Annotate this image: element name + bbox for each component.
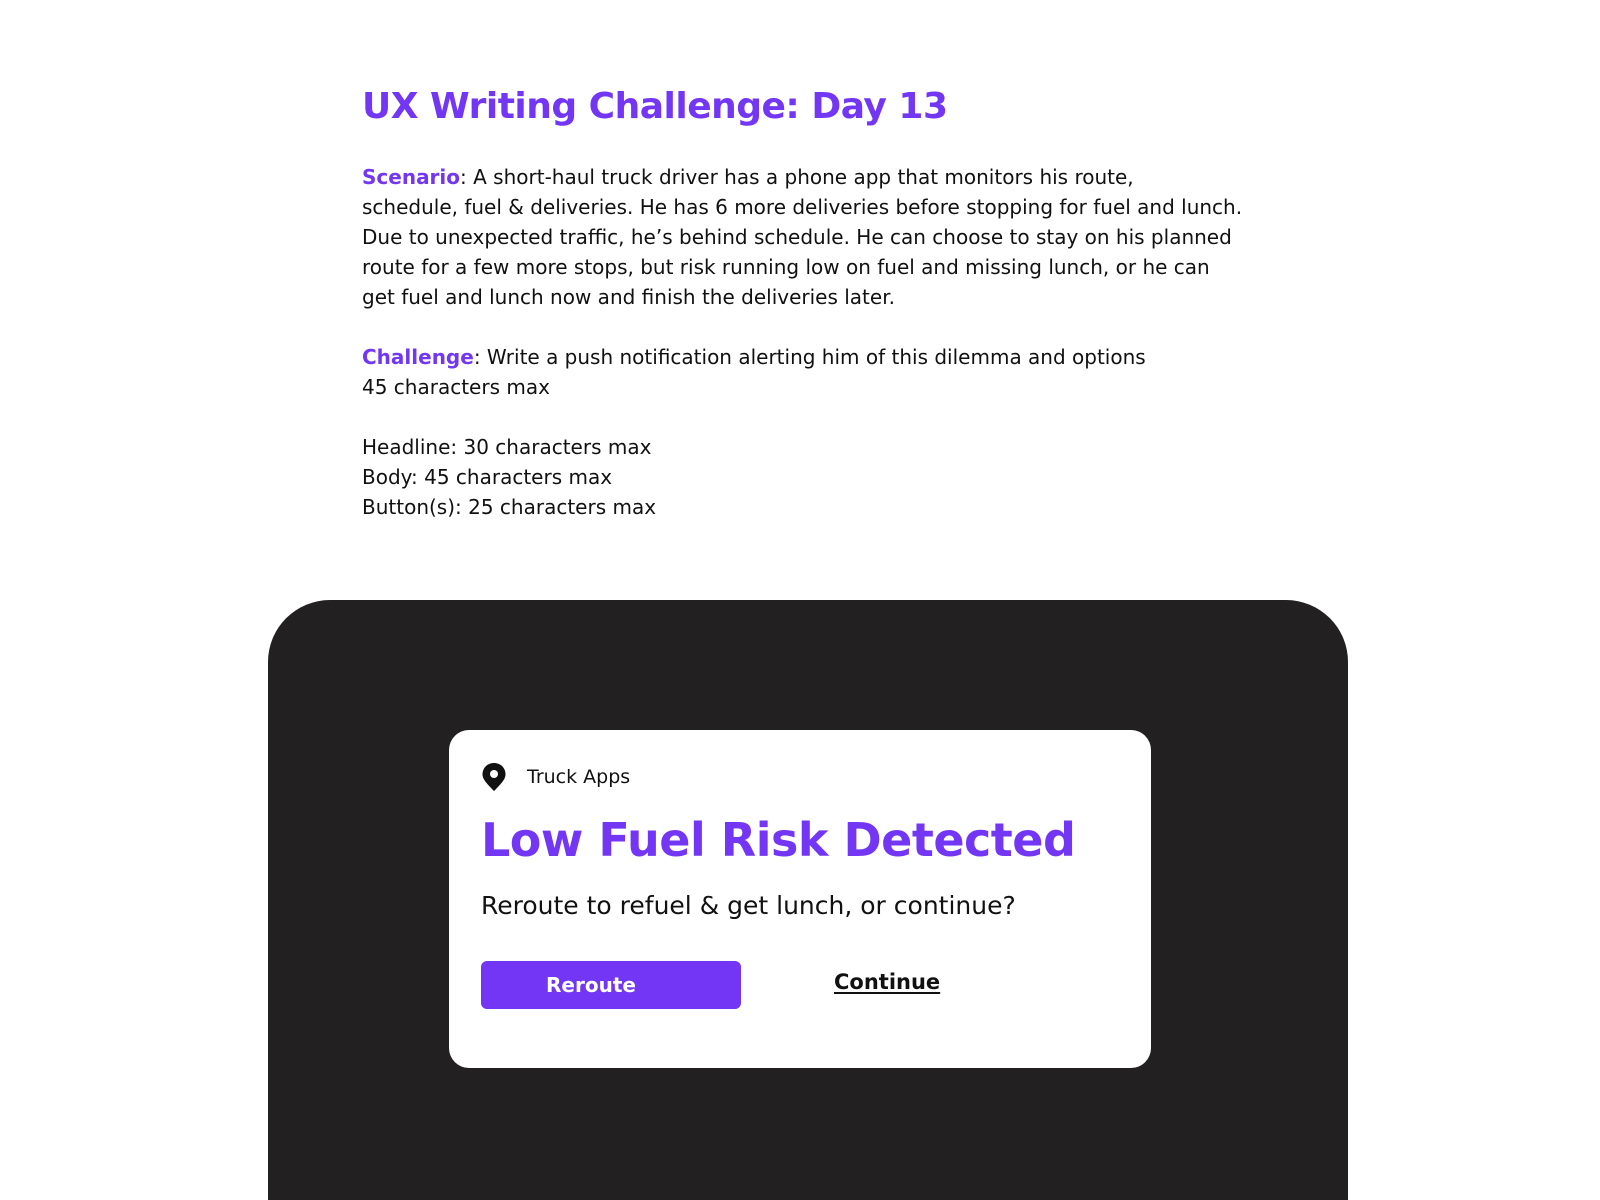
scenario-line-3: Due to unexpected traffic, he’s behind schedule. He can choose to stay on his planned [362, 225, 1232, 249]
scenario-line-1 [362, 162, 1262, 192]
scenario-text-1: : A short-haul truck driver has a phone app that monitors his route, [460, 165, 1134, 189]
scenario-line-2: schedule, fuel & deliveries. He has 6 more deliveries before stopping for fuel and lunch. [362, 195, 1243, 219]
scenario-line-4: route for a few more stops, but risk running low on fuel and missing lunch, or he can [362, 255, 1210, 279]
scenario-line-5: get fuel and lunch now and finish the deliveries later. [362, 285, 895, 309]
challenge-limit: 45 characters max [362, 375, 550, 399]
challenge-brief [362, 82, 1262, 522]
constraint-body: Body: 45 characters max [362, 465, 613, 489]
page-title: UX Writing Challenge: Day 13 [362, 86, 948, 127]
location-pin-icon [481, 762, 507, 792]
challenge-text: : Write a push notification alerting him of this dilemma and options [473, 345, 1146, 369]
push-notification-card[interactable] [449, 730, 1151, 1068]
challenge-line [362, 342, 1262, 372]
location-pin-icon-svg [481, 762, 507, 792]
reroute-button[interactable]: Reroute [481, 961, 741, 1009]
constraint-headline: Headline: 30 characters max [362, 435, 652, 459]
challenge-label: Challenge [362, 345, 474, 369]
notification-body: Reroute to refuel & get lunch, or continue? [481, 891, 1016, 920]
notification-headline: Low Fuel Risk Detected [481, 813, 1076, 867]
constraints-list [362, 432, 1262, 522]
continue-button[interactable]: Continue [834, 970, 941, 994]
challenge-paragraph [362, 342, 1262, 402]
scenario-label: Scenario [362, 165, 461, 189]
notification-app-header [481, 762, 630, 792]
app-name: Truck Apps [527, 766, 631, 788]
scenario-paragraph [362, 162, 1262, 312]
constraint-buttons: Button(s): 25 characters max [362, 495, 657, 519]
